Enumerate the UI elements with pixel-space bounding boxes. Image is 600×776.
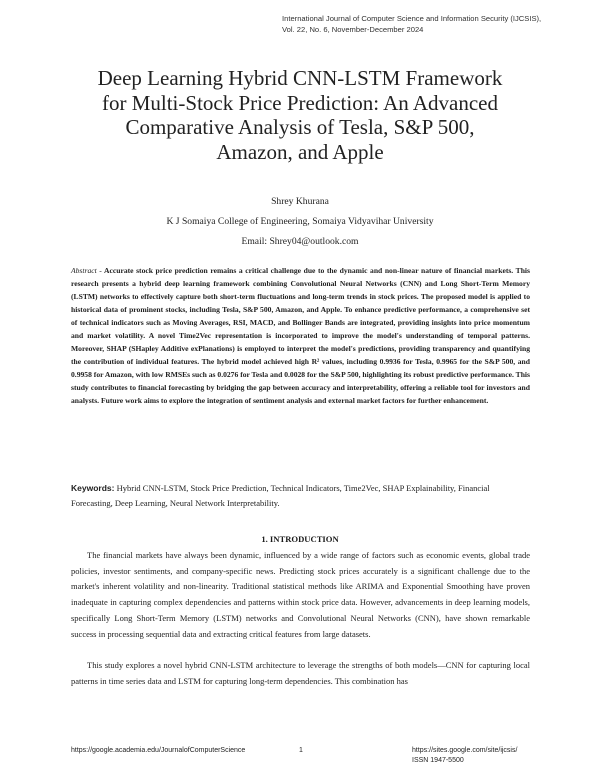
journal-issue: Vol. 22, No. 6, November-December 2024 [282,24,424,34]
paper-title [40,66,560,164]
title-line: Deep Learning Hybrid CNN-LSTM Framework [97,66,503,90]
footer-left-url[interactable]: https://google.academia.edu/JournalofComputerScience [71,747,246,754]
intro-paragraph-1: The financial markets have always been dynamic, influenced by a wide range of factors such as economic events, global trade policies, investor sentiments, and company-specific news. Predicting stock prices accurately is a significant challenge due to the market's inherent volatility and non-linearity. Traditional statistical methods like ARIMA and Exponential Smoothing have proven inadequate in capturing complex dependencies and patterns within stock price data. However, advancements in deep learning models, specifically Long Short-Term Memory (LSTM) networks and Convolutional Neural Networks (CNN), have shown remarkable success in processing sequential data and extracting critical features from large datasets. [71,550,530,639]
footer-issn: ISSN 1947-5500 [412,756,464,764]
author-name: Shrey Khurana [271,196,329,207]
keywords [71,481,530,511]
page-number: 1 [299,747,303,754]
section-heading-introduction: 1. INTRODUCTION [261,534,339,544]
title-line: Amazon, and Apple [216,139,384,164]
author-email: Email: Shrey04@outlook.com [241,236,359,247]
footer-right [412,746,517,765]
journal-name: International Journal of Computer Science and Information Security (IJCSIS), [282,14,542,23]
journal-header [282,14,582,35]
footer-right-url[interactable]: https://sites.google.com/site/ijcsis/ [412,747,518,754]
abstract-text: Accurate stock price prediction remains a critical challenge due to the dynamic and non-linear nature of financial markets. This research presents a hybrid deep learning framework combining Convolutional Neural Networks (CNN) and Long Short-Term Memory (LSTM) networks to effectively capture both short-term fluctuations and long-term trends in stock prices. The proposed model is applied to historical data of prominent stocks, including Tesla, S&P 500, Amazon, and Apple. To enhance predictive performance, a comprehensive set of technical indicators such as Moving Averages, RSI, MACD, and Bollinger Bands are integrated, providing insights into price momentum and market volatility. A novel Time2Vec representation is incorporated to improve the model's understanding of temporal patterns. Moreover, SHAP (SHapley Additive exPlanations) is employed to interpret the model's predictions, providing transparency and quantifying the contribution of individual features. The hybrid model achieved high R² values, including 0.9936 for Tesla, 0.9965 for the S&P 500, and 0.9958 for Amazon, with low RMSEs such as 0.0276 for Tesla and 0.0028 for the S&P 500, highlighting its robust predictive performance. This study contributes to financial forecasting by bridging the gap between accuracy and interpretability, offering a reliable tool for investors and analysts. Future work aims to explore the integration of sentiment analysis and external market factors for further enhancement. [71,266,530,405]
author-affiliation: K J Somaiya College of Engineering, Somaiya Vidyavihar University [166,216,434,227]
intro-paragraph-2: This study explores a novel hybrid CNN-LSTM architecture to leverage the strengths of both models—CNN for capturing local patterns in time series data and LSTM for capturing long-term dependencies. This combination has [71,660,530,686]
abstract [71,264,530,407]
keywords-text: Hybrid CNN-LSTM, Stock Price Prediction, Technical Indicators, Time2Vec, SHAP Explainability, Financial Forecasting, Deep Learning, Neural Network Interpretability. [71,483,490,508]
title-line: Comparative Analysis of Tesla, S&P 500, [125,115,475,139]
keywords-label: Keywords: [71,483,115,493]
title-line: for Multi-Stock Price Prediction: An Advanced [101,90,499,115]
abstract-label: Abstract - [71,266,102,275]
